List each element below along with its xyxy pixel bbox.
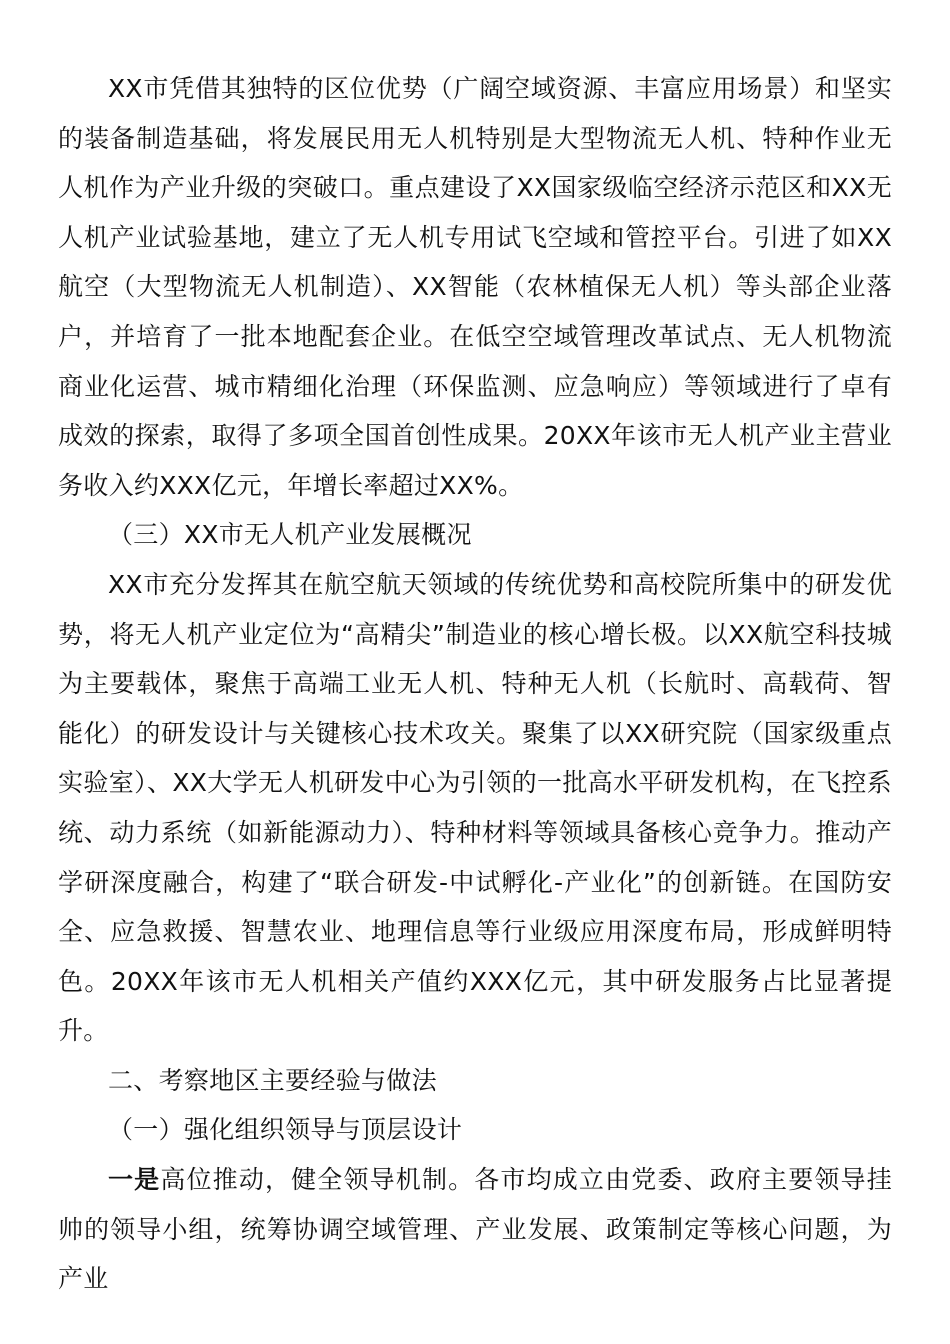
section-heading-3: （三）XX市无人机产业发展概况 — [108, 520, 472, 550]
paragraph-lead-term: 一是 — [108, 1165, 161, 1195]
document-page — [58, 64, 892, 1304]
paragraph-leadership — [58, 1155, 892, 1304]
paragraph-leadership-body: 高位推动，健全领导机制。各市均成立由党委、政府主要领导挂帅的领导小组，统筹协调空域管理、产业发展、政策制定等核心问题，为产业 — [58, 1165, 892, 1294]
paragraph-city-industry-overview: XX市充分发挥其在航空航天领域的传统优势和高校院所集中的研发优势，将无人机产业定位为“高精尖”制造业的核心增长极。以XX航空科技城为主要载体，聚焦于高端工业无人机、特种无人机（长航时、高载荷、智能化）的研发设计与关键核心技术攻关。聚集了以XX研究院（国家级重点实验室）、XX大学无人机研发中心为引领的一批高水平研发机构，在飞控系统、动力系统（如新能源动力）、特种材料等领域具备核心竞争力。推动产学研深度融合，构建了“联合研发-中试孵化-产业化”的创新链。在国防安全、应急救援、智慧农业、地理信息等行业级应用深度布局，形成鲜明特色。20XX年该市无人机相关产值约XXX亿元，其中研发服务占比显著提升。 — [58, 569, 892, 1046]
section-heading-2-1: （一）强化组织领导与顶层设计 — [108, 1115, 463, 1145]
chapter-heading-2: 二、考察地区主要经验与做法 — [108, 1065, 437, 1095]
paragraph-city-overview: XX市凭借其独特的区位优势（广阔空域资源、丰富应用场景）和坚实的装备制造基础，将发展民用无人机特别是大型物流无人机、特种作业无人机作为产业升级的突破口。重点建设了XX国家级临空经济示范区和XX无人机产业试验基地，建立了无人机专用试飞空域和管控平台。引进了如XX航空（大型物流无人机制造）、XX智能（农林植保无人机）等头部企业落户，并培育了一批本地配套企业。在低空空域管理改革试点、无人机物流商业化运营、城市精细化治理（环保监测、应急响应）等领域进行了卓有成效的探索，取得了多项全国首创性成果。20XX年该市无人机产业主营业务收入约XXX亿元，年增长率超过XX%。 — [58, 74, 892, 500]
